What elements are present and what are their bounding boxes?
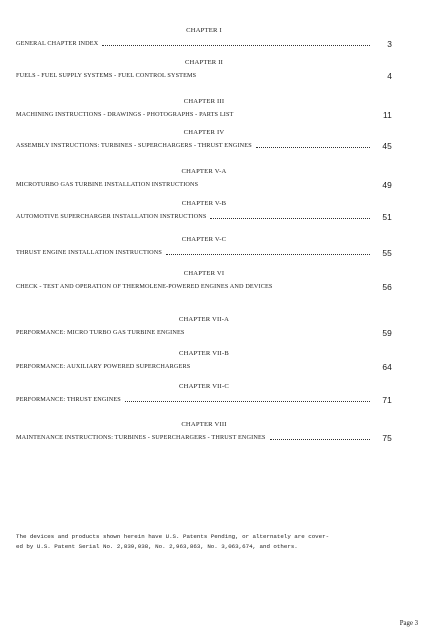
toc-entry-chapter-5c (16, 236, 392, 257)
dot-leader (102, 44, 370, 46)
toc-entry-chapter-1 (16, 27, 392, 48)
chapter-heading: CHAPTER V-B (181, 200, 227, 207)
page-ref: 3 (387, 39, 392, 49)
footnote-line: ed by U.S. Patent Serial No. 2,839,038, No. 2,963,863, No. 3,063,674, and others. (16, 542, 298, 550)
toc-line[interactable] (16, 181, 392, 189)
page-ref: 45 (382, 141, 392, 151)
footnote-line: The devices and products shown herein have U.S. Patents Pending, or alternately are cover- (16, 533, 330, 540)
toc-entry-chapter-4 (16, 129, 392, 150)
patent-footnote (16, 532, 396, 551)
chapter-heading: CHAPTER VII-A (178, 316, 230, 323)
toc-entry-chapter-7b (16, 350, 392, 371)
chapter-title: AUTOMOTIVE SUPERCHARGER INSTALLATION INSTRUCTIONS (16, 213, 207, 220)
page-ref: 71 (382, 395, 392, 405)
toc-entry-chapter-2 (16, 59, 392, 80)
toc-line[interactable] (16, 40, 392, 48)
page-ref: 51 (382, 212, 392, 222)
chapter-heading: CHAPTER I (186, 27, 222, 34)
chapter-heading: CHAPTER II (184, 59, 224, 66)
chapter-title: ASSEMBLY INSTRUCTIONS: TURBINES - SUPERCHARGERS - THRUST ENGINES (16, 142, 252, 149)
toc-entry-chapter-6 (16, 270, 392, 291)
page-ref: 55 (382, 248, 392, 258)
toc-entry-chapter-7c (16, 383, 392, 404)
toc-line[interactable] (16, 434, 392, 442)
chapter-title: PERFORMANCE: THRUST ENGINES (16, 396, 121, 403)
page-number: Page 3 (399, 620, 418, 627)
toc-entry-chapter-3 (16, 98, 392, 119)
dot-leader (166, 253, 370, 255)
chapter-title: PERFORMANCE: MICRO TURBO GAS TURBINE ENGINES (16, 329, 185, 336)
dot-leader (210, 217, 370, 219)
dot-leader (270, 438, 371, 440)
toc-line[interactable] (16, 363, 392, 371)
toc-line[interactable] (16, 396, 392, 404)
chapter-title: MICROTURBO GAS TURBINE INSTALLATION INSTRUCTIONS (16, 181, 199, 188)
chapter-heading: CHAPTER VIII (181, 421, 227, 428)
toc-line[interactable] (16, 249, 392, 257)
dot-leader (194, 367, 370, 369)
dot-leader (188, 333, 370, 335)
toc-entry-chapter-8 (16, 421, 392, 442)
toc-entry-chapter-5b (16, 200, 392, 221)
chapter-title: CHECK - TEST AND OPERATION OF THERMOLENE-POWERED ENGINES AND DEVICES (16, 283, 273, 290)
chapter-heading: CHAPTER VII-C (179, 383, 229, 390)
chapter-heading: CHAPTER III (183, 98, 225, 105)
toc-entry-chapter-5a (16, 168, 392, 189)
toc-line[interactable] (16, 283, 392, 291)
chapter-title: PERFORMANCE: AUXILIARY POWERED SUPERCHARGERS (16, 363, 191, 370)
page-ref: 56 (382, 282, 392, 292)
dot-leader (125, 400, 370, 402)
chapter-heading: CHAPTER IV (183, 129, 225, 136)
dot-leader (202, 185, 370, 187)
chapter-title: THRUST ENGINE INSTALLATION INSTRUCTIONS (16, 249, 162, 256)
chapter-title: MACHINING INSTRUCTIONS - DRAWINGS - PHOTOGRAPHS - PARTS LIST (16, 111, 234, 118)
page-ref: 11 (383, 110, 392, 120)
toc-line[interactable] (16, 111, 392, 119)
chapter-heading: CHAPTER V-A (181, 168, 227, 175)
dot-leader (256, 146, 370, 148)
page-ref: 59 (382, 328, 392, 338)
toc-line[interactable] (16, 142, 392, 150)
page-ref: 49 (382, 180, 392, 190)
chapter-heading: CHAPTER VII-B (179, 350, 229, 357)
chapter-heading: CHAPTER V-C (181, 236, 227, 243)
toc-line[interactable] (16, 329, 392, 337)
chapter-title: GENERAL CHAPTER INDEX (16, 40, 99, 47)
page-ref: 4 (387, 71, 392, 81)
chapter-title: MAINTENANCE INSTRUCTIONS: TURBINES - SUPERCHARGERS - THRUST ENGINES (16, 434, 266, 441)
dot-leader (238, 115, 371, 117)
page-ref: 75 (382, 433, 392, 443)
page-ref: 64 (382, 362, 392, 372)
dot-leader (200, 76, 370, 78)
chapter-heading: CHAPTER VI (183, 270, 225, 277)
toc-line[interactable] (16, 213, 392, 221)
toc-line[interactable] (16, 72, 392, 80)
toc-entry-chapter-7a (16, 316, 392, 337)
chapter-title: FUELS - FUEL SUPPLY SYSTEMS - FUEL CONTROL SYSTEMS (16, 72, 197, 79)
dot-leader (336, 287, 370, 289)
